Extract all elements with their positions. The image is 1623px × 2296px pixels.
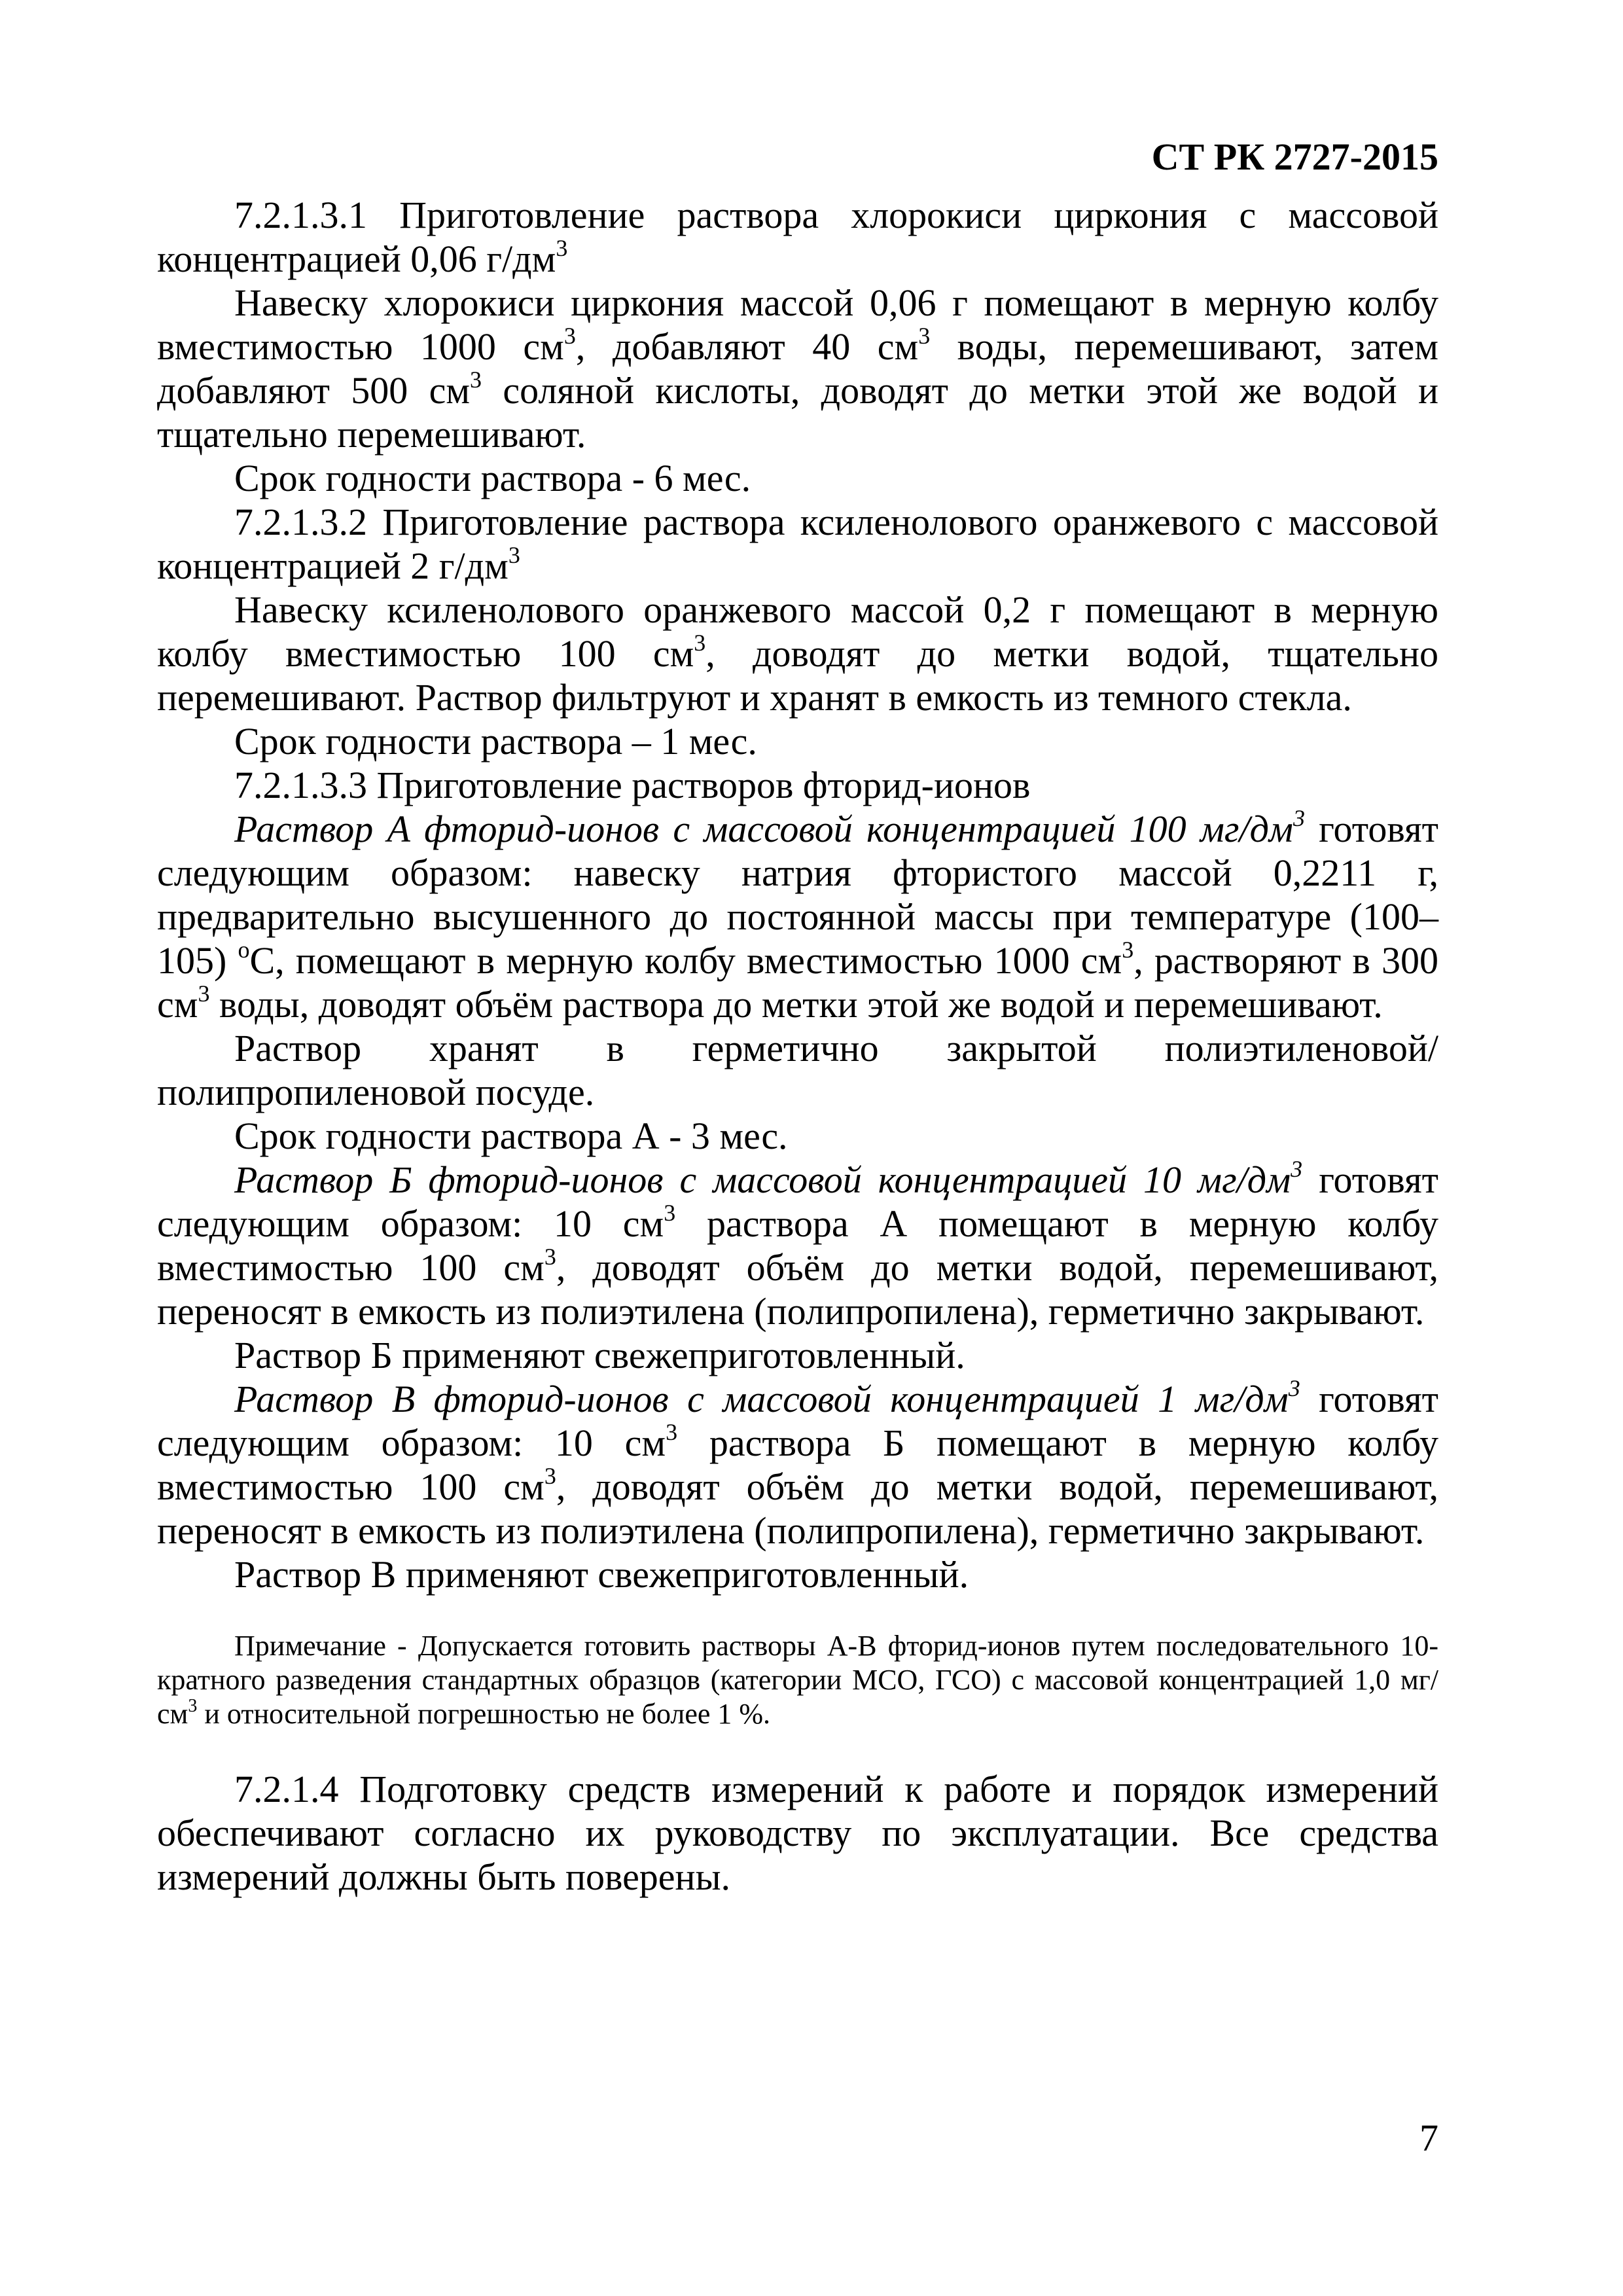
paragraph-solution-a: Раствор А фторид-ионов с массовой концентрацией 100 $мг/дм^3$ готовят следующим образом: навеску натрия фтористого массой 0,2211 г, предварительно высушенного до постоянной массы при температуре (100–105) $^о$С, помещают в мерную колбу вместимостью 1000 $см^3$, растворяют в 300 $см^3$ воды, доводят объём раствора до метки этой же водой и перемешивают. [157,805,1438,1026]
paragraph-shelf-life-6-months: Срок годности раствора - 6 мес. [234,457,751,499]
document-code-header: СТ РК 2727-2015 [1151,135,1438,178]
paragraph-solution-b-fresh: Раствор Б применяют свежеприготовленный. [234,1334,965,1376]
paragraph-solution-b: Раствор Б фторид-ионов с массовой концентрацией 10 $мг/дм^3$ готовят следующим образом: 10 $см^3$ раствора А помещают в мерную колбу вместимостью 100 $см^3$, доводят объём до метки водой, перемешивают, переносят в емкость из полиэтилена (полипропилена), герметично закрывают. [157,1156,1439,1333]
page-number: 7 [1419,2117,1438,2159]
paragraph-solution-v: Раствор В фторид-ионов с массовой концентрацией 1 $мг/дм^3$ готовят следующим образом: 10 $см^3$ раствора Б помещают в мерную колбу вместимостью 100 $см^3$, доводят объём до метки водой, перемешивают, переносят в емкость из полиэтилена (полипропилена), герметично закрывают. [157,1375,1438,1552]
paragraph-shelf-life-solution-a: Срок годности раствора А - 3 мес. [234,1115,788,1157]
paragraph-zirconium-procedure: Навеску хлорокиси циркония массой 0,06 г помещают в мерную колбу вместимостью 1000 $см^3$, добавляют 40 $см^3$ воды, перемешивают, затем добавляют 500 $см^3$ соляной кислоты, доводят до метки этой же водой и тщательно перемешивают. [157,281,1438,456]
paragraph-7-2-1-3-1-heading: 7.2.1.3.1 Приготовление раствора хлорокиси циркония с массовой концентрацией 0,06 $г/дм^3$ [157,194,1438,280]
paragraph-7-2-1-3-3-heading: 7.2.1.3.3 Приготовление растворов фторид-ионов [234,764,1031,806]
paragraph-storage: Раствор хранят в герметично закрытой полиэтиленовой/ полипропиленовой посуде. [157,1027,1438,1113]
paragraph-7-2-1-4: 7.2.1.4 Подготовку средств измерений к работе и порядок измерений обеспечивают согласно их руководству по эксплуатации. Все средства измерений должны быть поверены. [157,1768,1438,1898]
paragraph-solution-v-fresh: Раствор В применяют свежеприготовленный. [234,1553,969,1596]
paragraph-shelf-life-1-month: Срок годности раствора – 1 мес. [234,720,757,762]
document-body [157,193,1438,1899]
paragraph-7-2-1-3-2-heading: 7.2.1.3.2 Приготовление раствора ксиленолового оранжевого с массовой концентрацией 2 $г/дм^3$ [157,501,1438,587]
paragraph-xylenol-procedure: Навеску ксиленолового оранжевого массой 0,2 г помещают в мерную колбу вместимостью 100 $см^3$, доводят до метки водой, тщательно перемешивают. Раствор фильтруют и хранят в емкость из темного стекла. [157,588,1438,719]
note-paragraph: Примечание - Допускается готовить растворы А-В фторид-ионов путем последовательного 10-кратного разведения стандартных образцов (категории МСО, ГСО) с массовой концентрацией 1,0 $мг/см^3$ и относительной погрешностью не более 1 %. [157,1630,1438,1730]
